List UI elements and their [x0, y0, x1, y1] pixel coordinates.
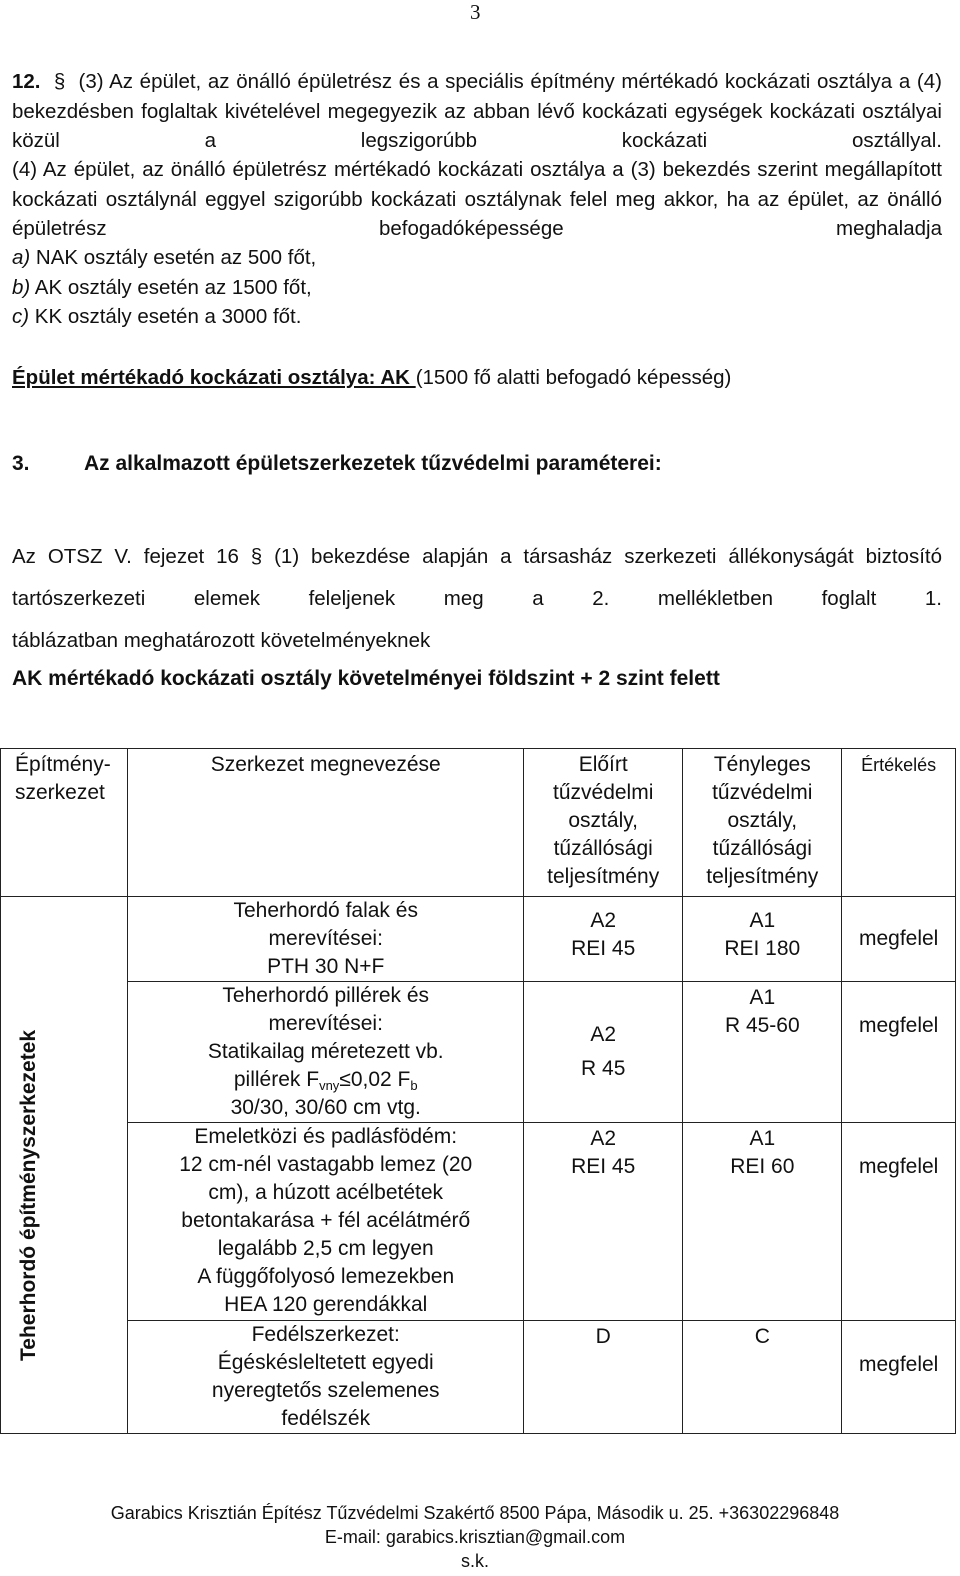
- evaluation: megfelel: [842, 1321, 956, 1434]
- clause-paragraph-3: [12, 67, 942, 156]
- group-label-cell: [1, 897, 128, 1434]
- actual-class: A1 REI 60: [683, 1123, 842, 1321]
- section-heading: [12, 452, 662, 476]
- otsz-text-main: Az OTSZ V. fejezet 16 § (1) bekezdése alapján a társasház szerkezeti állékonyságát biztosító tartószerkezeti elemek feleljenek meg a 2. mellékletben foglalt 1.: [12, 545, 942, 610]
- section-number: 3.: [12, 452, 30, 475]
- section-title: Az alkalmazott épületszerkezetek tűzvédelmi paraméterei:: [84, 452, 662, 475]
- group-label: Teherhordó építményszerkezetek: [17, 1029, 40, 1361]
- required-class: A2 REI 45: [524, 897, 683, 982]
- header-required-class: Előírt tűzvédelmi osztály, tűzállósági teljesítmény: [524, 749, 683, 897]
- evaluation: megfelel: [842, 1123, 956, 1321]
- required-class: A2 REI 45: [524, 1123, 683, 1321]
- clause-paragraph-4: (4) Az épület, az önálló épületrész mértékadó kockázati osztálya a (3) bekezdés szerint megállapított kockázati osztálynál eggyel szigorúbb kockázati osztálynak felel meg akkor, ha az épület, az önálló épületrész befogadóképessége meghaladja: [12, 158, 942, 240]
- header-structure-name: Szerkezet megnevezése: [128, 749, 524, 897]
- section-symbol: §: [53, 70, 66, 93]
- requirement-title: AK mértékadó kockázati osztály követelményei földszint + 2 szint felett: [12, 667, 720, 690]
- footer-email: E-mail: garabics.krisztian@gmail.com: [324, 1527, 626, 1547]
- structure-name: Fedélszerkezet: Égéskésleltetett egyedi nyeregtetős szelemenes fedélszék: [128, 1321, 524, 1434]
- otsz-text-end: táblázatban meghatározott követelményeknek: [12, 629, 431, 652]
- footer: [0, 1501, 950, 1573]
- table-header-row: [1, 749, 956, 897]
- clause-number: 12.: [12, 70, 41, 93]
- footer-signature: s.k.: [460, 1551, 489, 1571]
- table-row: [1, 1321, 956, 1434]
- risk-class-line: [12, 363, 942, 393]
- header-building-structure: Építmény- szerkezet: [1, 749, 128, 897]
- fire-requirements-table: [0, 748, 956, 1434]
- actual-class: C: [683, 1321, 842, 1434]
- structure-name: Emeletközi és padlásfödém: 12 cm-nél vastagabb lemez (20 cm), a húzott acélbetétek betontakarása + fél acélátmérő legalább 2,5 cm legyen A függőfolyosó lemezekben HEA 120 gerendákkal: [128, 1123, 524, 1321]
- risk-class-note: (1500 fő alatti befogadó képesség): [415, 366, 732, 389]
- section-symbol: §: [250, 545, 263, 568]
- actual-class: A1 REI 180: [683, 897, 842, 982]
- evaluation: megfelel: [842, 897, 956, 982]
- footer-contact: Garabics Krisztián Építész Tűzvédelmi Szakértő 8500 Pápa, Második u. 25. +36302296848: [110, 1503, 840, 1523]
- otsz-paragraph: [12, 536, 942, 662]
- clause-item-c: c) KK osztály esetén a 3000 főt.: [12, 305, 302, 328]
- risk-class-label: Épület mértékadó kockázati osztálya: AK: [12, 366, 416, 389]
- table-row: [1, 897, 956, 982]
- required-class: A2 R 45: [524, 982, 683, 1123]
- table-row: [1, 1123, 956, 1321]
- structure-name: Teherhordó pillérek és merevítései: Statikailag méretezett vb. pillérek $F_{vny}\le 0,02$ $F_b$ 30/30, 30/60 cm vtg.: [128, 982, 524, 1123]
- table-row: [1, 982, 956, 1123]
- page-number: 3: [470, 0, 481, 24]
- structure-name: Teherhordó falak és merevítései: PTH 30 N+F: [128, 897, 524, 982]
- header-actual-class: Tényleges tűzvédelmi osztály, tűzállósági teljesítmény: [683, 749, 842, 897]
- required-class: D: [524, 1321, 683, 1434]
- evaluation: megfelel: [842, 982, 956, 1123]
- actual-class: A1 R 45-60: [683, 982, 842, 1123]
- clause-text-3: (3) Az épület, az önálló épületrész és a speciális építmény mértékadó kockázati osztálya a (4) bekezdésben foglaltak kivételével megegyezik az abban lévő kockázati egységek kockázati osztályai közül a legszigorúbb kockázati osztállyal.: [12, 70, 942, 152]
- clause-item-a: a) NAK osztály esetén az 500 főt,: [12, 246, 317, 269]
- clause-items: [12, 243, 942, 332]
- clause-item-b: b) AK osztály esetén az 1500 főt,: [12, 275, 312, 299]
- header-evaluation: Értékelés: [842, 749, 956, 897]
